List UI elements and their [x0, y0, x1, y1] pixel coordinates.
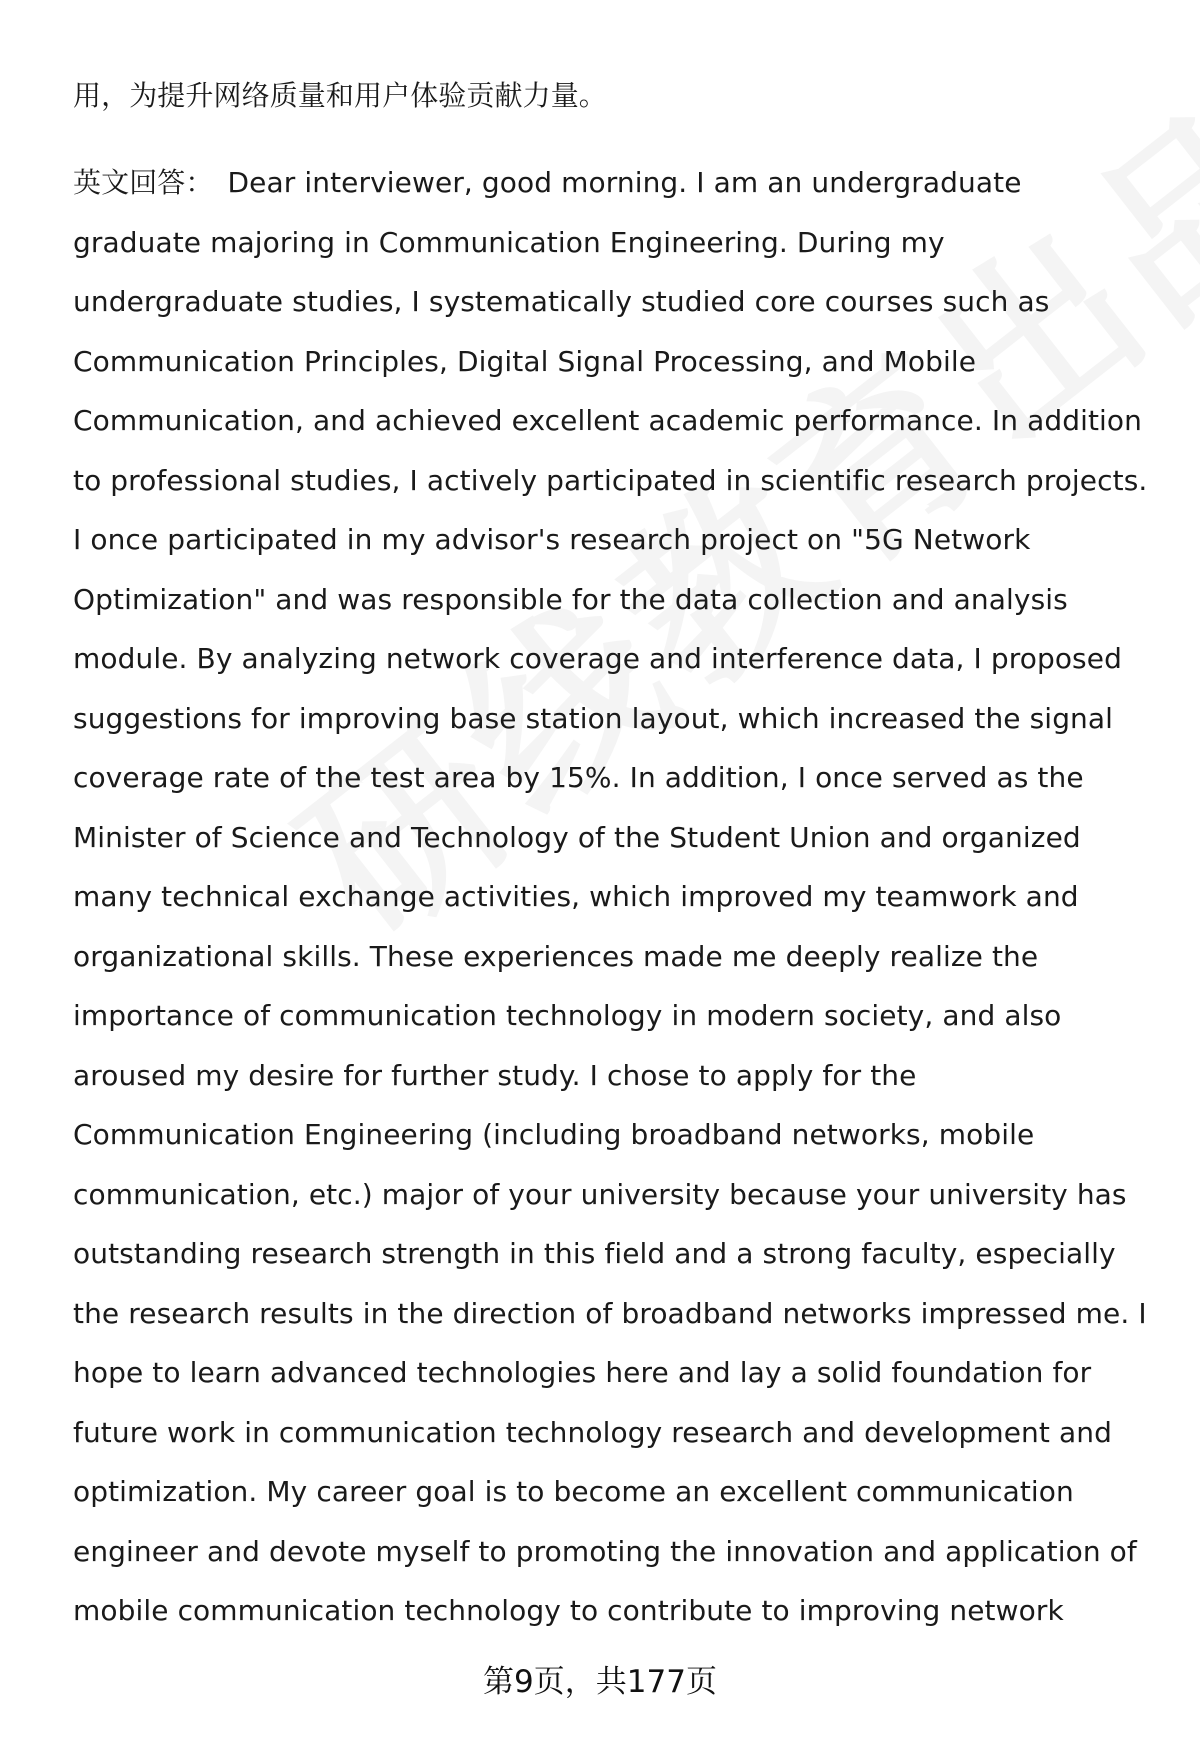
answer-line: optimization. My career goal is to become an excellent communication: [73, 1475, 1074, 1508]
answer-line: importance of communication technology in modern society, and also: [73, 999, 1062, 1032]
answer-line: communication, etc.) major of your university because your university has: [73, 1177, 1127, 1211]
answer-line: the research results in the direction of broadband networks impressed me. I: [73, 1296, 1147, 1330]
answer-line: aroused my desire for further study. I chose to apply for the: [73, 1058, 917, 1092]
answer-line: many technical exchange activities, which improved my teamwork and: [73, 880, 1079, 913]
answer-line: undergraduate studies, I systematically studied core courses such as: [73, 285, 1050, 318]
answer-line: module. By analyzing network coverage and interference data, I proposed: [73, 642, 1122, 675]
answer-line: organizational skills. These experiences made me deeply realize the: [73, 939, 1039, 973]
answer-line: coverage rate of the test area by 15%. In addition, I once served as the: [73, 761, 1084, 794]
answer-line: engineer and devote myself to promoting the innovation and application of: [73, 1534, 1137, 1568]
answer-line: to professional studies, I actively participated in scientific research projects.: [73, 463, 1148, 497]
page-number: 第9页，共177页: [483, 1664, 717, 1700]
answer-line: outstanding research strength in this field and a strong faculty, especially: [73, 1237, 1116, 1270]
answer-line: I once participated in my advisor's research project on "5G Network: [73, 523, 1031, 556]
answer-line: graduate majoring in Communication Engineering. During my: [73, 225, 945, 259]
answer-line: Minister of Science and Technology of the Student Union and organized: [73, 820, 1081, 854]
answer-line: Communication Principles, Digital Signal Processing, and Mobile: [73, 344, 977, 378]
answer-label: 英文回答：: [73, 166, 214, 199]
answer-line-1: [73, 153, 1153, 213]
answer-line: Optimization" and was responsible for the data collection and analysis: [73, 582, 1068, 616]
answer-line: future work in communication technology research and development and: [73, 1415, 1112, 1449]
answer-line: mobile communication technology to contribute to improving network: [73, 1594, 1064, 1627]
continued-paragraph: 用，为提升网络质量和用户体验贡献力量。: [73, 79, 607, 112]
answer-line: suggestions for improving base station layout, which increased the signal: [73, 701, 1114, 735]
answer-line: Communication Engineering (including broadband networks, mobile: [73, 1118, 1035, 1151]
answer-line: Communication, and achieved excellent academic performance. In addition: [73, 404, 1142, 437]
answer-line: hope to learn advanced technologies here and lay a solid foundation for: [73, 1356, 1092, 1389]
answer-line-text: Dear interviewer, good morning. I am an undergraduate: [227, 166, 1022, 199]
english-answer-paragraph: [73, 153, 1153, 1641]
